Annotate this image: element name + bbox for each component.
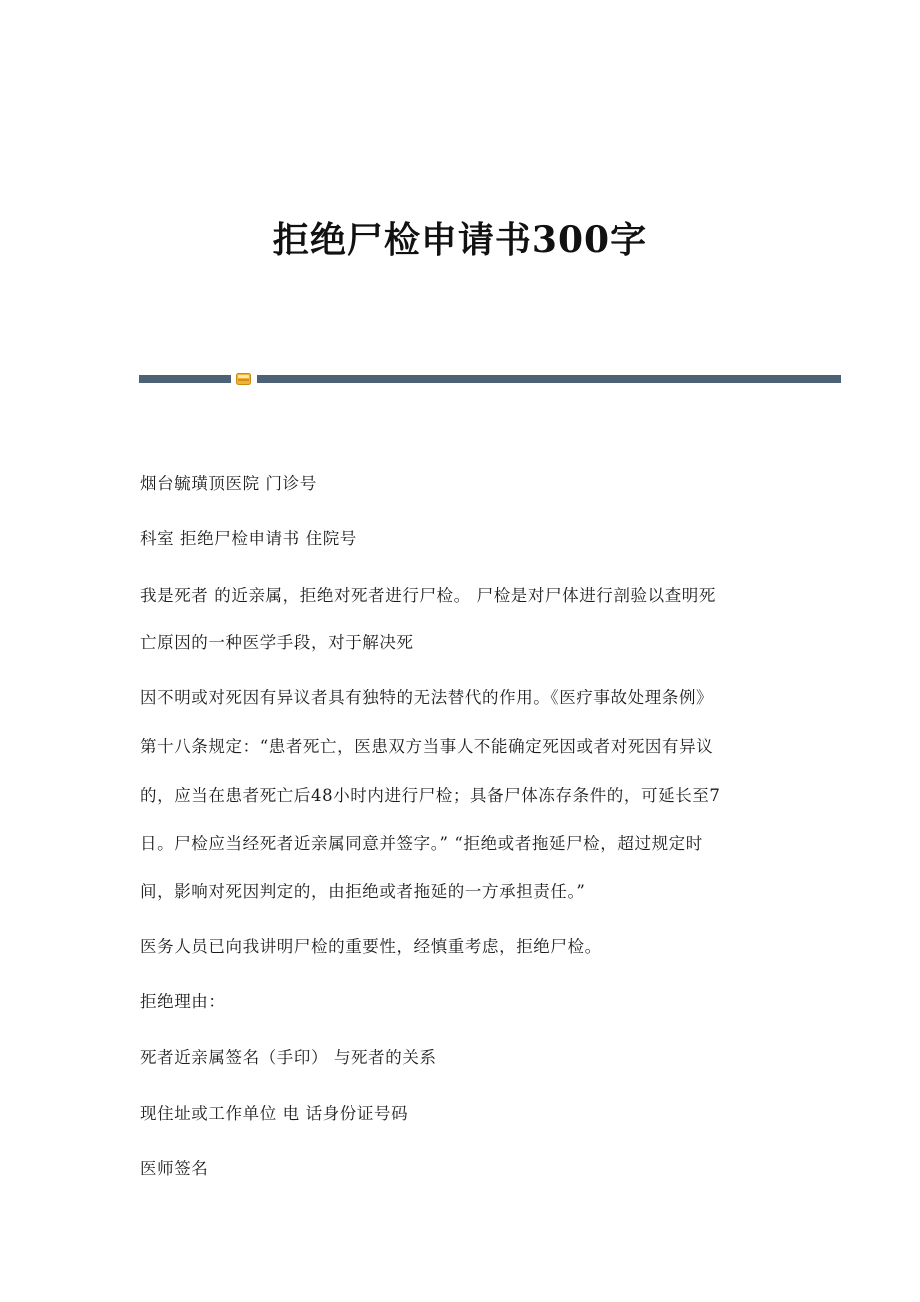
divider-bar-left [139, 375, 231, 383]
divider-ornament-icon [236, 373, 251, 385]
body-line: 我是死者 的近亲属，拒绝对死者进行尸检。 尸检是对尸体进行剖验以查明死 [140, 586, 716, 605]
body-line: 日。尸检应当经死者近亲属同意并签字。” “拒绝或者拖延尸检，超过规定时 [140, 834, 703, 853]
body-line: 烟台毓璜顶医院 门诊号 [140, 474, 317, 493]
body-line: 第十八条规定：“患者死亡，医患双方当事人不能确定死因或者对死因有异议 [140, 737, 714, 756]
title-divider [139, 370, 841, 388]
body-line: 拒绝理由： [140, 992, 226, 1011]
divider-bar-right [257, 375, 841, 383]
body-line: 医师签名 [140, 1159, 209, 1178]
body-line: 亡原因的一种医学手段，对于解决死 [140, 633, 414, 652]
body-line: 间，影响对死因判定的，由拒绝或者拖延的一方承担责任。” [140, 882, 586, 901]
body-line: 的，应当在患者死亡后48小时内进行尸检；具备尸体冻存条件的，可延长至7 [140, 786, 721, 805]
body-line: 科室 拒绝尸检申请书 住院号 [140, 529, 357, 548]
body-line: 医务人员已向我讲明尸检的重要性，经慎重考虑，拒绝尸检。 [140, 937, 602, 956]
body-line: 现住址或工作单位 电 话身份证号码 [140, 1104, 409, 1123]
document-title: 拒绝尸检申请书300字 [272, 219, 648, 261]
body-line: 死者近亲属签名（手印） 与死者的关系 [140, 1048, 437, 1067]
body-line: 因不明或对死因有异议者具有独特的无法替代的作用。《医疗事故处理条例》 [140, 688, 714, 707]
